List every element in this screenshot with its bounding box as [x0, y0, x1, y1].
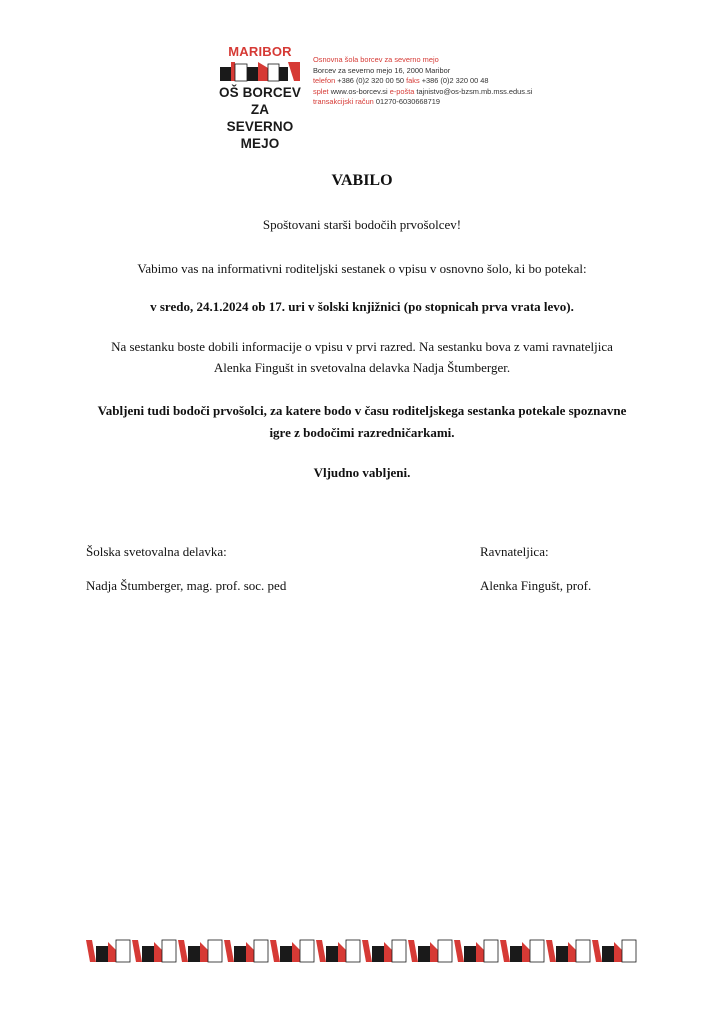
- phone-label: telefon: [313, 76, 336, 86]
- info-line-2: Alenka Fingušt in svetovalna delavka Nadja Štumberger.: [213, 360, 511, 375]
- info-line-1: Na sestanku boste dobili informacije o vpisu v prvi razred. Na sestanku bova z vami ravnateljica: [111, 339, 613, 354]
- footer-motif: [224, 940, 268, 962]
- greeting: Spoštovani starši bodočih prvošolcev!: [262, 217, 462, 232]
- footer-motif: [86, 940, 130, 962]
- document-title: VABILO: [331, 172, 393, 189]
- school-full-name: Osnovna šola borcev za severno mejo: [313, 55, 439, 64]
- footer-motif: [362, 940, 406, 962]
- logo-city: MARIBOR: [228, 44, 292, 59]
- logo-pattern-icon: [220, 62, 300, 82]
- intro-text: Vabimo vas na informativni roditeljski sestanek o vpisu v osnovno šolo, ki bo potekal:: [137, 261, 587, 276]
- footer-motif: [316, 940, 360, 962]
- logo-name-line1: OŠ BORCEV ZA: [219, 85, 301, 117]
- footer-motif: [500, 940, 544, 962]
- email-link[interactable]: tajnistvo@os-bzsm.mb.mss.edus.si: [416, 86, 533, 96]
- email-label: e-pošta: [389, 86, 415, 96]
- phone-value: +386 (0)2 320 00 50: [337, 76, 405, 86]
- kids-line-2: igre z bodočimi razredničarkami.: [269, 425, 455, 440]
- web-email-line: [313, 87, 532, 98]
- footer-motif: [592, 940, 636, 962]
- phone-fax-line: [313, 76, 532, 87]
- web-link[interactable]: www.os-borcev.si: [330, 86, 388, 96]
- footer-motif: [132, 940, 176, 962]
- account-value: 01270-6030668719: [375, 97, 440, 107]
- school-address: Borcev za severno mejo 16, 2000 Maribor: [313, 65, 451, 75]
- footer-decoration: [86, 936, 638, 971]
- footer-motif: [270, 940, 314, 962]
- school-logo: [212, 44, 308, 152]
- meeting-date-place: v sredo, 24.1.2024 ob 17. uri v šolski knjižnici (po stopnicah prva vrata levo).: [150, 299, 574, 314]
- closing-text: Vljudno vabljeni.: [313, 465, 411, 480]
- logo-name-line2: SEVERNO MEJO: [226, 119, 294, 151]
- footer-motif: [178, 940, 222, 962]
- footer-motif: [546, 940, 590, 962]
- right-signature-role: Ravnateljica:: [480, 544, 549, 559]
- footer-motif: [408, 940, 452, 962]
- contact-block: [313, 55, 532, 108]
- right-signature-name: Alenka Fingušt, prof.: [480, 578, 592, 593]
- footer-motif: [454, 940, 498, 962]
- fax-label: faks: [406, 76, 420, 86]
- kids-line-1: Vabljeni tudi bodoči prvošolci, za katere bodo v času roditeljskega sestanka potekale spoznavne: [97, 403, 627, 418]
- web-label: splet: [313, 86, 329, 96]
- left-signature-role: Šolska svetovalna delavka:: [86, 544, 227, 559]
- account-line: [313, 97, 532, 108]
- fax-value: +386 (0)2 320 00 48: [421, 76, 489, 86]
- left-signature-name: Nadja Štumberger, mag. prof. soc. ped: [86, 578, 287, 593]
- account-label: transakcijski račun: [313, 97, 374, 107]
- footer-pattern-icon: [86, 936, 638, 966]
